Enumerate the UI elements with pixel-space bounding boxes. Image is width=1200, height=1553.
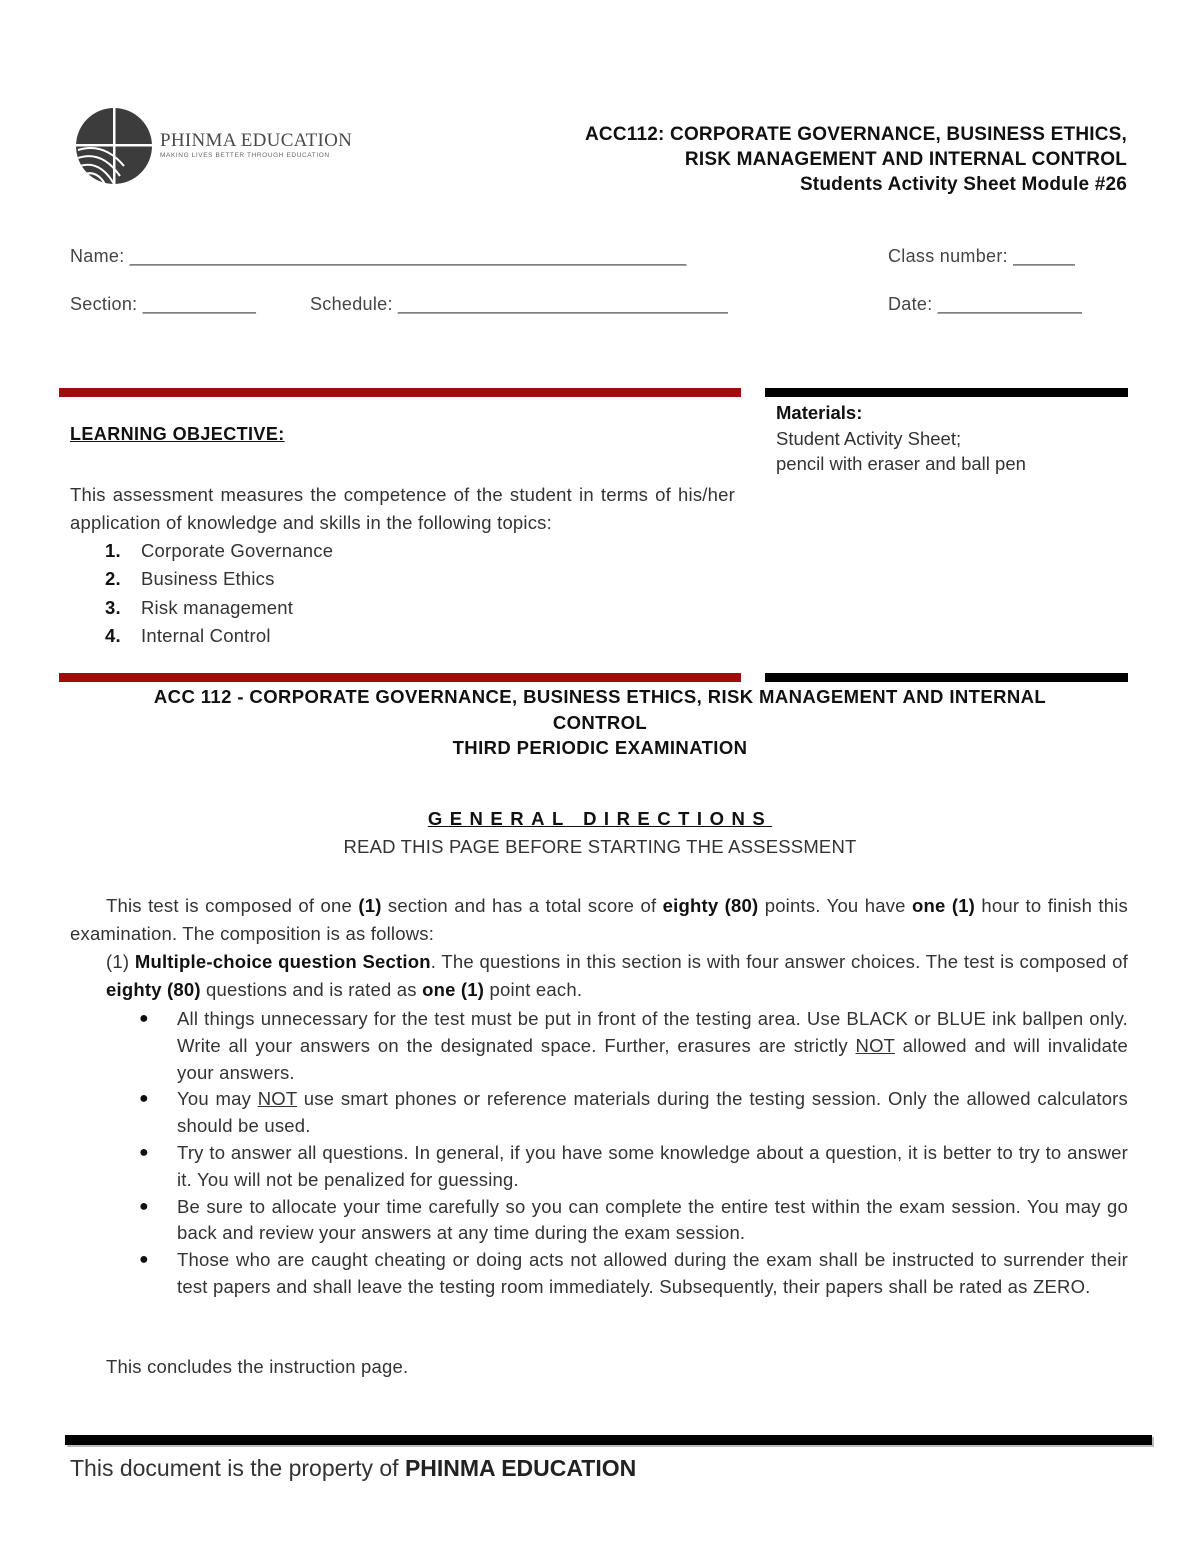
mcq-bold: Multiple-choice question Section (134, 951, 431, 972)
topic-item (70, 594, 333, 622)
materials-title: Materials: (776, 402, 863, 423)
course-title-line2: RISK MANAGEMENT AND INTERNAL CONTROL (684, 149, 1127, 170)
mcq-text: questions and is rated as (200, 979, 423, 1000)
bullet-icon: ● (139, 1197, 149, 1215)
logo-tagline: MAKING LIVES BETTER THROUGH EDUCATION (160, 152, 330, 159)
read-notice: READ THIS PAGE BEFORE STARTING THE ASSESSMENT (343, 836, 857, 857)
rule-text: allowed and will invalidate your answers. (177, 1034, 1128, 1083)
class-number-field[interactable]: Class number: ______ (888, 246, 1076, 266)
intro-bold: eighty (80) (662, 895, 759, 916)
logo-brand: PHINMA EDUCATION (160, 130, 353, 151)
mcq-paragraph (106, 948, 1128, 1004)
bullet-icon: ● (139, 1090, 149, 1108)
top-red-divider (59, 388, 741, 397)
footer-text (70, 1455, 636, 1482)
rule-text: Be sure to allocate your time carefully so you can complete the entire test within the exam session. You may go back and review your answers at any time during the exam session. (177, 1195, 1128, 1244)
general-directions-heading: GENERAL DIRECTIONS (427, 808, 773, 829)
rule-text: All things unnecessary for the test must be put in front of the testing area. Use BLACK or BLUE ink ballpen only. Write all your answers on the designated space. Further, erasures are strictly (177, 1008, 1128, 1056)
rule-item (106, 1140, 1128, 1194)
bullet-icon: ● (139, 1010, 149, 1027)
topic-number: 4. (105, 624, 121, 646)
rule-item (106, 1086, 1128, 1140)
name-field[interactable]: Name: ______________________________________________________ (70, 246, 687, 266)
materials-box (776, 400, 1126, 477)
footer-plain: This document is the property of (70, 1455, 405, 1481)
mcq-text: point each. (484, 979, 583, 1000)
footer-brand: PHINMA EDUCATION (404, 1455, 637, 1481)
rule-text: You may (177, 1088, 258, 1110)
intro-text: section and has a total score of (381, 895, 663, 916)
exam-header (60, 684, 1140, 761)
intro-text: hour to finish this examination. The composition is as follows: (70, 895, 1128, 944)
intro-text: This test is composed of one (106, 895, 359, 916)
date-field[interactable]: Date: ______________ (888, 294, 1083, 314)
middle-black-divider (765, 673, 1128, 682)
topic-item (70, 537, 333, 565)
schedule-field[interactable]: Schedule: ________________________________ (310, 294, 729, 314)
rule-item (106, 1194, 1128, 1248)
topic-item (70, 565, 333, 593)
rule-underlined: NOT (257, 1088, 298, 1110)
rule-text: Try to answer all questions. In general, if you have some knowledge about a question, it is better to try to answer it. You will not be penalized for guessing. (177, 1141, 1128, 1190)
materials-line2: pencil with eraser and ball pen (776, 453, 1026, 474)
rule-text: use smart phones or reference materials during the testing session. Only the allowed calculators should be used. (177, 1088, 1128, 1137)
mcq-bold: one (1) (422, 979, 485, 1000)
rule-underlined: NOT (855, 1034, 895, 1056)
mcq-bold: eighty (80) (106, 979, 201, 1000)
topic-label: Risk management (141, 596, 294, 618)
topics-list (70, 537, 333, 650)
phinma-logo (74, 106, 353, 186)
course-title-line1: ACC112: CORPORATE GOVERNANCE, BUSINESS ETHICS, (585, 124, 1127, 145)
intro-bold: (1) (358, 895, 382, 916)
intro-text: points. You have (758, 895, 913, 916)
exam-title-line3: THIRD PERIODIC EXAMINATION (452, 737, 748, 758)
mcq-text: (1) (106, 951, 135, 972)
topic-label: Business Ethics (141, 568, 275, 590)
rule-item (106, 1006, 1128, 1086)
topic-item (70, 622, 333, 650)
conclusion-text: This concludes the instruction page. (106, 1356, 409, 1377)
exam-title-line2: CONTROL (552, 711, 648, 733)
learning-objective-title: LEARNING OBJECTIVE: (70, 424, 285, 444)
footer-divider (65, 1435, 1152, 1445)
module-title: Students Activity Sheet Module #26 (799, 174, 1127, 195)
rule-item (106, 1247, 1128, 1301)
rule-text: Those who are caught cheating or doing acts not allowed during the exam shall be instructed to surrender their test papers and shall leave the testing room immediately. Subsequently, their papers shall be rated as ZERO. (177, 1249, 1128, 1297)
topic-number: 1. (105, 540, 121, 561)
topic-label: Corporate Governance (141, 540, 334, 561)
section-field[interactable]: Section: ___________ (70, 294, 257, 314)
bullet-icon: ● (139, 1143, 149, 1161)
bullet-icon: ● (139, 1251, 149, 1269)
topic-number: 3. (105, 596, 121, 618)
rules-list (106, 1006, 1128, 1301)
middle-red-divider (59, 673, 741, 682)
topic-label: Internal Control (141, 624, 271, 646)
course-header (585, 122, 1127, 197)
materials-line1: Student Activity Sheet; (776, 427, 962, 449)
intro-paragraph (70, 892, 1128, 948)
top-black-divider (765, 388, 1128, 397)
phinma-emblem-icon (74, 106, 154, 186)
intro-bold: one (1) (912, 895, 976, 916)
exam-title-line1: ACC 112 - CORPORATE GOVERNANCE, BUSINESS ETHICS, RISK MANAGEMENT AND INTERNAL (153, 686, 1047, 707)
mcq-text: . The questions in this section is with four answer choices. The test is composed of (430, 951, 1128, 972)
topic-number: 2. (105, 568, 121, 590)
learning-objective-text: This assessment measures the competence of the student in terms of his/her application of knowledge and skills in the following topics: (70, 484, 735, 533)
